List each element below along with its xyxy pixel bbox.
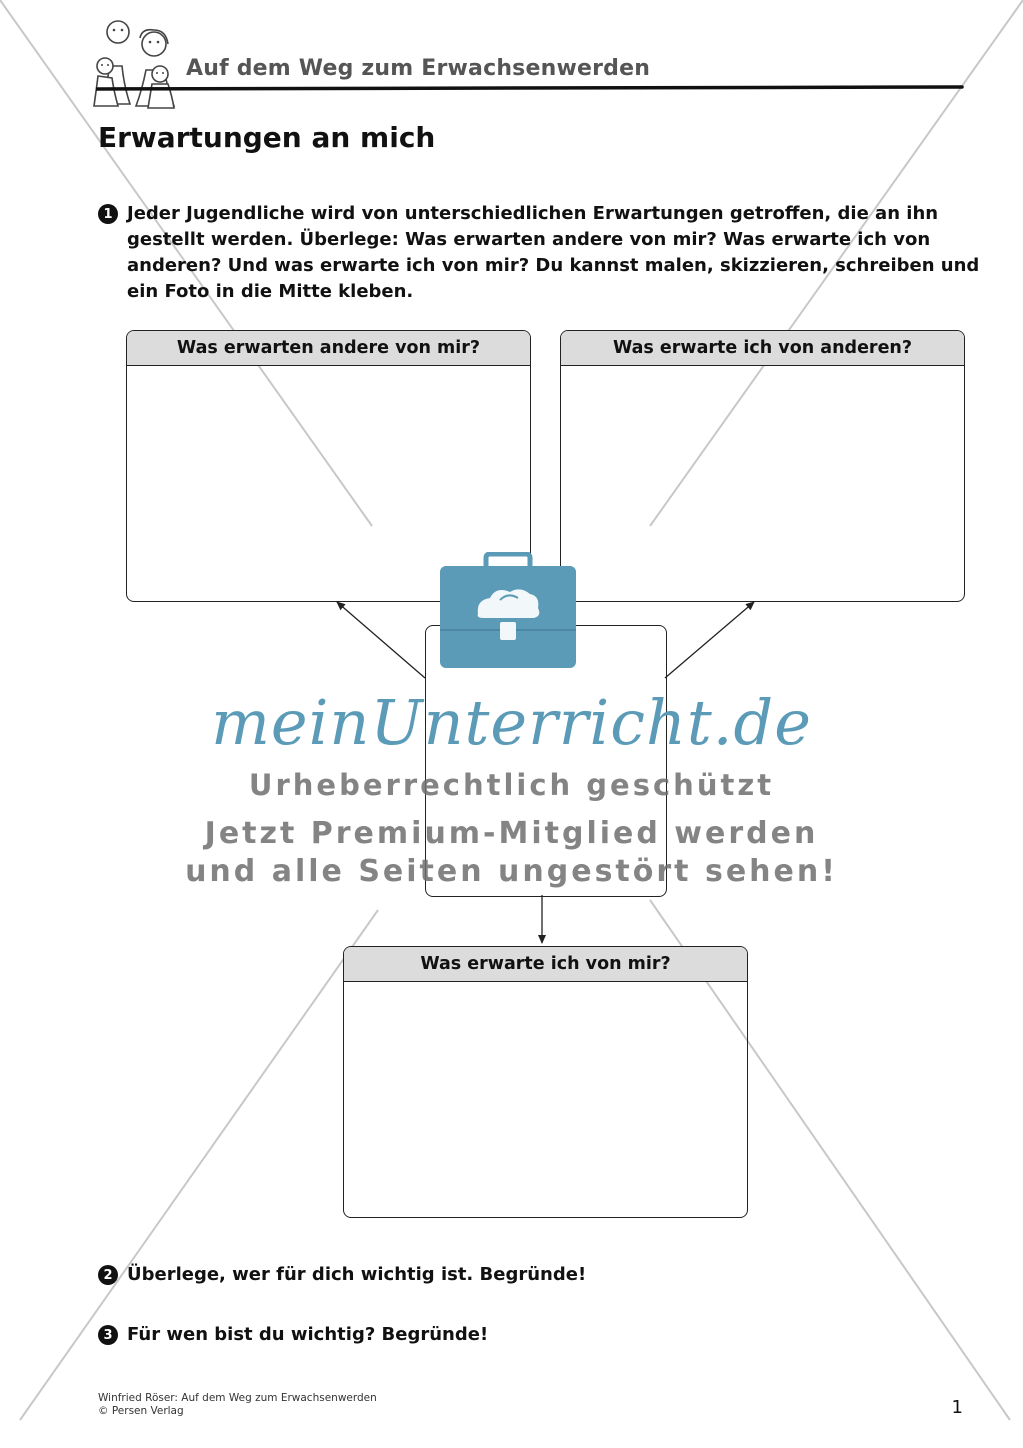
- page-number: 1: [951, 1397, 963, 1418]
- task-1-line: gestellt werden. Überlege: Was erwarten andere von mir? Was erwarte ich von: [127, 229, 931, 250]
- box-i-expect-of-myself-heading: Was erwarte ich von mir?: [344, 947, 747, 982]
- page-title: Erwartungen an mich: [98, 121, 436, 154]
- task-2-text: Überlege, wer für dich wichtig ist. Begründe!: [127, 1264, 587, 1285]
- task-3-text: Für wen bist du wichtig? Begründe!: [127, 1324, 489, 1345]
- footer-author: Winfried Röser: Auf dem Weg zum Erwachsenwerden: [98, 1392, 377, 1404]
- watermark-brand: meinUnterricht.de: [211, 686, 812, 759]
- header-title: Auf dem Weg zum Erwachsenwerden: [186, 56, 651, 81]
- task-1-line: ein Foto in die Mitte kleben.: [127, 281, 414, 302]
- watermark-line-copyright: Urheberrechtlich geschützt: [248, 768, 775, 802]
- arrow-to-left-box: [337, 602, 425, 678]
- task-1-line: Jeder Jugendliche wird von unterschiedlichen Erwartungen getroffen, die an ihn: [127, 203, 939, 224]
- box-i-expect-of-others-heading: Was erwarte ich von anderen?: [561, 331, 964, 366]
- task-3-number: 3: [98, 1325, 118, 1345]
- box-others-expect-of-me-heading: Was erwarten andere von mir?: [127, 331, 530, 366]
- arrow-to-right-box: [665, 602, 754, 678]
- watermark-line-premium: Jetzt Premium-Mitglied werden: [204, 816, 819, 851]
- footer-publisher: © Persen Verlag: [98, 1405, 184, 1417]
- watermark-line-view: und alle Seiten ungestört sehen!: [185, 854, 838, 889]
- task-1-number: 1: [98, 204, 118, 224]
- briefcase-cloud-icon: [438, 552, 578, 670]
- task-1-line: anderen? Und was erwarte ich von mir? Du kannst malen, skizzieren, schreiben und: [127, 255, 980, 276]
- task-2-number: 2: [98, 1265, 118, 1285]
